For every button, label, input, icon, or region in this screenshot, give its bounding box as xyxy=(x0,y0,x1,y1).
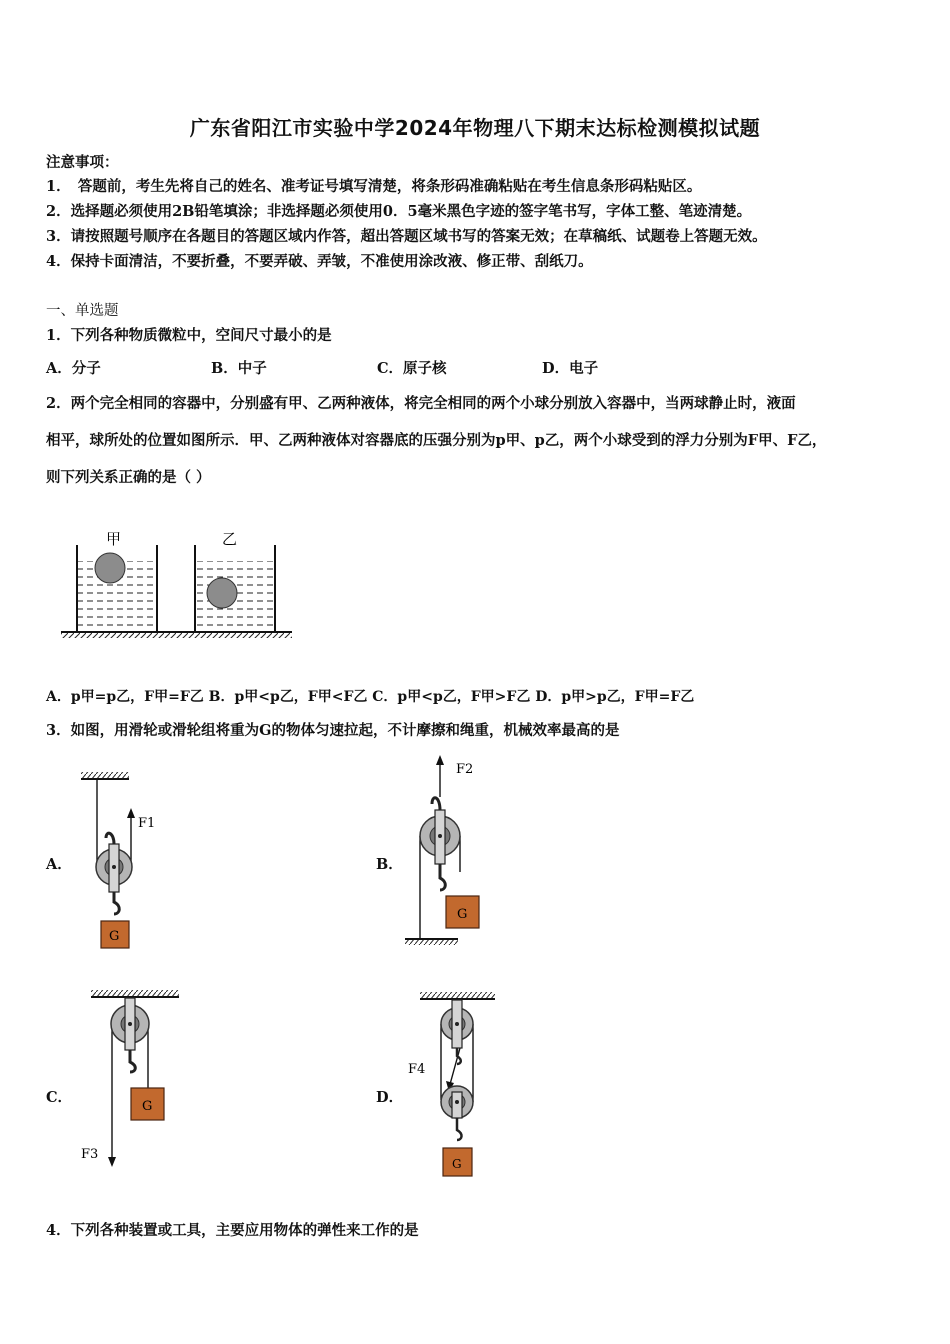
pulley-figure-d xyxy=(405,988,505,1180)
q3-label-d: D． xyxy=(376,1089,404,1106)
weight-label-b: G xyxy=(457,907,468,922)
notes-heading: 注意事项： xyxy=(46,154,119,171)
pulley-figure-c xyxy=(76,986,186,1171)
q2-containers-figure xyxy=(56,525,296,640)
ball-yi xyxy=(207,578,237,608)
weight-label-d: G xyxy=(452,1157,462,1171)
section-heading: 一、单选题 xyxy=(46,303,119,319)
label-jia: 甲 xyxy=(106,530,122,548)
q2-stem-line1: 2．两个完全相同的容器中，分别盛有甲、乙两种液体，将完全相同的两个小球分别放入容器中，当两球静止时，液面 xyxy=(46,395,796,412)
page-title: 广东省阳江市实验中学2024年物理八下期末达标检测模拟试题 xyxy=(189,116,761,140)
q2-options: A．p甲=p乙，F甲=F乙 B．p甲<p乙，F甲<F乙 C．p甲<p乙，F甲>F乙 D．p甲>p乙，F甲=F乙 xyxy=(46,689,695,705)
q1-option-d: D．电子 xyxy=(542,360,599,377)
q4-stem: 4．下列各种装置或工具，主要应用物体的弹性来工作的是 xyxy=(46,1222,419,1239)
force-f2: F2 xyxy=(456,762,474,777)
q1-option-a: A．分子 xyxy=(46,360,101,377)
q3-label-c: C． xyxy=(46,1089,73,1106)
q1-option-b: B．中子 xyxy=(211,360,267,377)
q2-stem-line2: 相平，球所处的位置如图所示．甲、乙两种液体对容器底的压强分别为p甲、p乙，两个小球受到的浮力分别为F甲、F乙， xyxy=(46,432,827,449)
weight-label: G xyxy=(109,929,120,944)
weight-label-c: G xyxy=(142,1099,153,1114)
q1-option-c: C．原子核 xyxy=(377,360,447,377)
ball-jia xyxy=(95,553,125,583)
pulley-figure-a xyxy=(76,768,176,958)
q1-stem: 1．下列各种物质微粒中，空间尺寸最小的是 xyxy=(46,327,332,344)
pulley-figure-b xyxy=(400,752,510,947)
q2-stem-line3: 则下列关系正确的是（ ） xyxy=(46,469,211,486)
label-yi: 乙 xyxy=(222,530,238,548)
q3-label-b: B． xyxy=(376,856,403,873)
note-3: 3．请按照题号顺序在各题目的答题区域内作答，超出答题区域书写的答案无效；在草稿纸、试题卷上答题无效。 xyxy=(46,228,767,245)
q3-label-a: A． xyxy=(46,856,72,873)
force-f4: F4 xyxy=(408,1062,426,1077)
force-f1: F1 xyxy=(138,816,156,831)
note-2: 2．选择题必须使用2B铅笔填涂；非选择题必须使用0．5毫米黑色字迹的签字笔书写，字体工整、笔迹清楚。 xyxy=(46,203,752,220)
q3-stem: 3．如图，用滑轮或滑轮组将重为G的物体匀速拉起，不计摩擦和绳重，机械效率最高的是 xyxy=(46,722,620,739)
force-f3: F3 xyxy=(81,1147,99,1162)
note-4: 4．保持卡面清洁，不要折叠，不要弄破、弄皱，不准使用涂改液、修正带、刮纸刀。 xyxy=(46,253,593,270)
note-1: 1． 答题前，考生先将自己的姓名、准考证号填写清楚，将条形码准确粘贴在考生信息条形码粘贴区。 xyxy=(46,178,702,195)
ground xyxy=(61,633,292,638)
